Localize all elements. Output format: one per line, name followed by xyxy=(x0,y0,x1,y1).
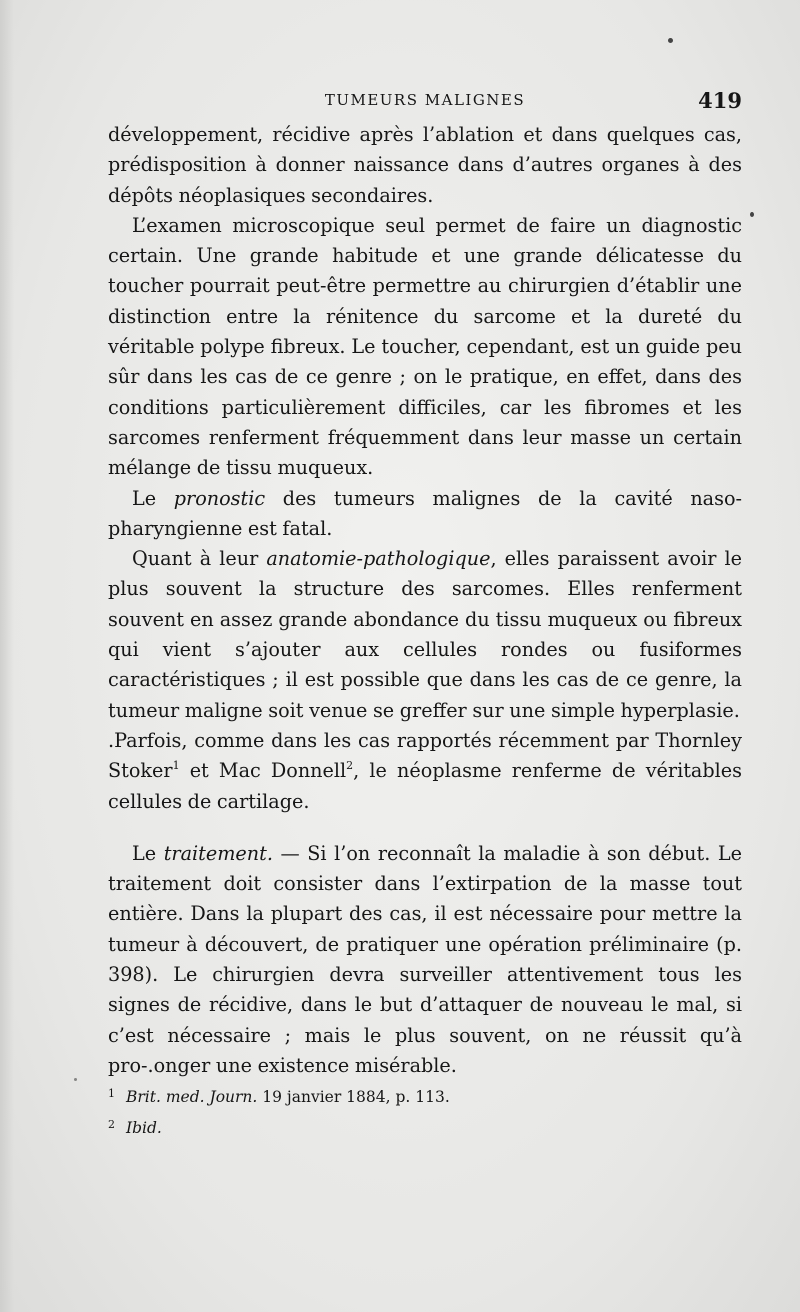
paragraph-2-text: L’examen microscopique seul permet de faire un diagnostic certain. Une grande habitude et une grande délicatesse du toucher pourrait peut-être permettre au chirurgien d’établir une distinction entre la rénitence du sarcome et la dureté du véritable polype fibreux. Le toucher, cependant, est un guide peu sûr dans les cas de ce genre ; on le pratique, en effet, dans des conditions particulièrement difficiles, car les fibromes et les sarcomes renferment fréquemment dans leur masse un certain mélange de tissu muqueux. xyxy=(108,213,742,480)
paper-speck xyxy=(668,38,673,43)
body-text xyxy=(108,120,742,1081)
paragraph-3-lead: Le xyxy=(132,486,157,510)
term-pronostic: pronostic xyxy=(173,486,266,510)
page-header xyxy=(108,88,742,118)
paragraph-1-text: développement, récidive après l’ablation et dans quelques cas, prédisposition à donner naissance dans d’autres organes à des dépôts néoplasiques secondaires. xyxy=(108,123,742,207)
running-title: TUMEURS MALIGNES xyxy=(324,91,526,109)
paragraph-5 xyxy=(108,726,742,817)
paper-speck xyxy=(750,212,754,217)
paragraph-6-lead: Le xyxy=(132,841,157,865)
footnote-2 xyxy=(108,1111,742,1142)
paragraph-1 xyxy=(108,120,742,211)
section-gap xyxy=(108,817,742,839)
paragraph-2 xyxy=(108,211,742,484)
paragraph-3-rest: des tumeurs malignes de la cavité naso-pharyngienne est fatal. xyxy=(108,486,742,540)
page-number: 419 xyxy=(698,88,742,113)
footnote-2-source: Ibid. xyxy=(126,1119,162,1137)
footnotes xyxy=(108,1080,742,1142)
paragraph-3 xyxy=(108,484,742,545)
paragraph-5-lead: .Parfois, comme dans les cas rapportés récemment par Thornley Stoker xyxy=(108,728,742,783)
paragraph-6 xyxy=(108,839,742,1081)
footnote-2-mark: 2 xyxy=(108,1118,115,1131)
page-spine-shadow xyxy=(0,0,14,1312)
paragraph-4-rest: , elles paraissent avoir le plus souvent la structure des sarcomes. Elles renferment souvent en assez grande abondance du tissu muqueux ou fibreux qui vient s’ajouter aux cellules rondes ou fusiformes caractéristiques ; il est possible que dans les cas de ce genre, la tumeur maligne soit venue se greffer sur une simple hyperplasie. xyxy=(108,547,742,722)
paragraph-5-mid: et Mac Donnell xyxy=(179,759,347,783)
footnote-1 xyxy=(108,1080,742,1111)
paragraph-4 xyxy=(108,544,742,726)
footnote-ref-1: 1 xyxy=(172,759,180,773)
footnote-1-mark: 1 xyxy=(108,1087,115,1100)
term-traitement: traitement. xyxy=(163,841,273,865)
footnote-1-source: Brit. med. Journ. xyxy=(126,1088,258,1106)
paragraph-5-rest: , le néoplasme renferme de véritables cellules de cartilage. xyxy=(108,759,742,813)
term-anatomie-pathologique: anatomie-pathologique xyxy=(266,547,491,571)
footnote-1-detail: 19 janvier 1884, p. 113. xyxy=(257,1088,450,1106)
footnote-ref-2: 2 xyxy=(346,759,354,773)
paragraph-4-lead: Quant à leur xyxy=(132,547,259,571)
paragraph-6-rest: — Si l’on reconnaît la maladie à son début. Le traitement doit consister dans l’extirpation de la masse tout entière. Dans la plupart des cas, il est nécessaire pour mettre la tumeur à découvert, de pratiquer une opération préliminaire (p. 398). Le chirurgien devra surveiller attentivement tous les signes de récidive, dans le but d’attaquer de nouveau le mal, si c’est nécessaire ; mais le plus souvent, on ne réussit qu’à pro-.onger une existence misérable. xyxy=(108,841,742,1077)
paper-speck xyxy=(74,1078,77,1081)
